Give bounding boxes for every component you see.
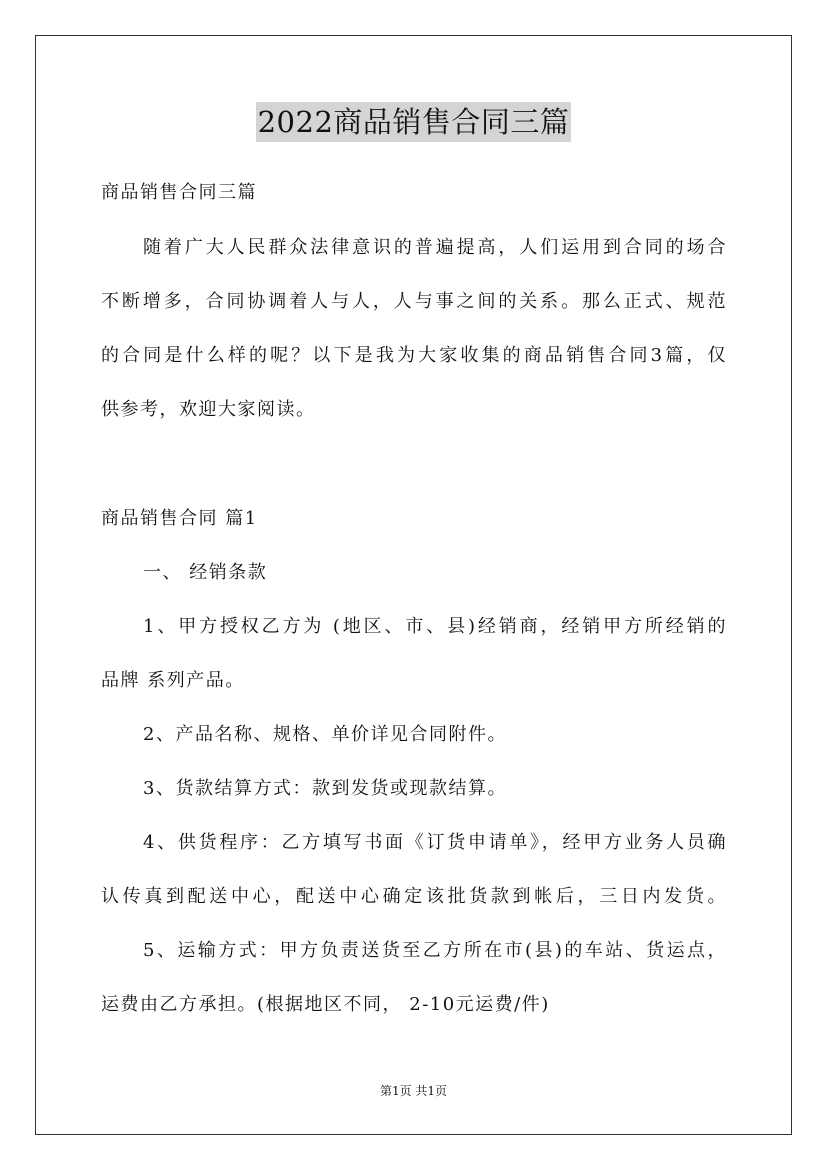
document-title: 2022商品销售合同三篇 <box>256 102 572 142</box>
item-5-line-2: 运费由乙方承担。(根据地区不同， 2-10元运费/件) <box>101 994 550 1015</box>
title-wrap <box>0 102 827 142</box>
intro-line-3: 的合同是什么样的呢？以下是我为大家收集的商品销售合同3篇，仅 <box>101 345 727 366</box>
page-footer <box>0 1083 827 1099</box>
item-5-line-1: 5、运输方式：甲方负责送货至乙方所在市(县)的车站、货运点， <box>143 940 727 961</box>
item-3: 3、货款结算方式：款到发货或现款结算。 <box>143 778 507 799</box>
item-4-line-2: 认传真到配送中心，配送中心确定该批货款到帐后，三日内发货。 <box>101 886 727 907</box>
intro-line-2: 不断增多，合同协调着人与人，人与事之间的关系。那么正式、规范 <box>101 291 727 312</box>
item-1-line-2: 品牌 系列产品。 <box>101 670 245 691</box>
document-subtitle: 商品销售合同三篇 <box>101 182 257 203</box>
item-2: 2、产品名称、规格、单价详见合同附件。 <box>143 724 507 745</box>
intro-line-4: 供参考，欢迎大家阅读。 <box>101 399 316 420</box>
page-number-label: 第1页 共1页 <box>379 1084 448 1098</box>
clause-heading: 一、 经销条款 <box>143 562 268 583</box>
item-1-line-1: 1、甲方授权乙方为 (地区、市、县)经销商，经销甲方所经销的 <box>143 616 727 637</box>
section-heading: 商品销售合同 篇1 <box>101 508 258 529</box>
intro-line-1: 随着广大人民群众法律意识的普遍提高，人们运用到合同的场合 <box>143 237 727 258</box>
item-4-line-1: 4、供货程序：乙方填写书面《订货申请单》，经甲方业务人员确 <box>143 832 727 853</box>
